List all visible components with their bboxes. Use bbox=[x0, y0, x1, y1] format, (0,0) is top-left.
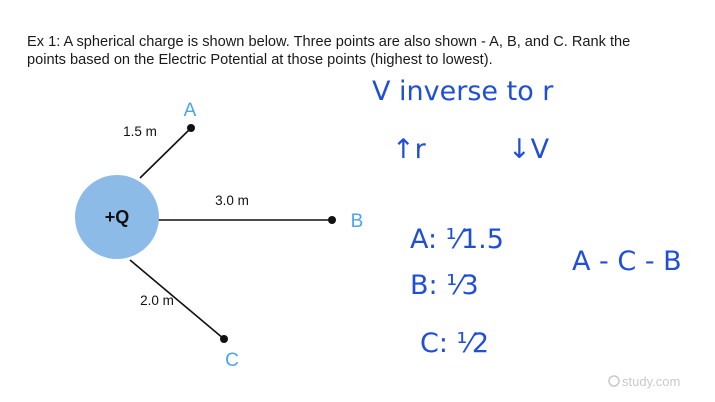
point-a-dot bbox=[187, 124, 195, 132]
distance-a-label: 1.5 m bbox=[123, 124, 157, 139]
point-a-label: A bbox=[183, 100, 197, 121]
note-b-value: B: ¹⁄3 bbox=[410, 270, 479, 301]
note-up-r: ↑r bbox=[392, 134, 426, 165]
note-down-v: ↓V bbox=[508, 134, 550, 165]
watermark-text: study.com bbox=[622, 374, 681, 389]
note-ranking: A - C - B bbox=[572, 246, 682, 277]
distance-c-label: 2.0 m bbox=[140, 293, 174, 308]
note-c-value: C: ¹⁄2 bbox=[420, 328, 490, 359]
note-a-value: A: ¹⁄1.5 bbox=[410, 224, 504, 255]
problem-line-2: points based on the Electric Potential at those points (highest to lowest). bbox=[27, 52, 493, 68]
watermark bbox=[609, 374, 680, 389]
distance-b-label: 3.0 m bbox=[215, 193, 249, 208]
note-inverse: V inverse to r bbox=[372, 76, 554, 107]
watermark-icon bbox=[609, 376, 619, 386]
problem-line-1: Ex 1: A spherical charge is shown below. Three points are also shown - A, B, and C. Rank the bbox=[27, 34, 631, 50]
point-c-dot bbox=[220, 335, 228, 343]
charge-label: +Q bbox=[104, 207, 130, 227]
point-b-label: B bbox=[350, 211, 364, 232]
point-b-dot bbox=[328, 216, 336, 224]
point-c-label: C bbox=[225, 350, 239, 371]
